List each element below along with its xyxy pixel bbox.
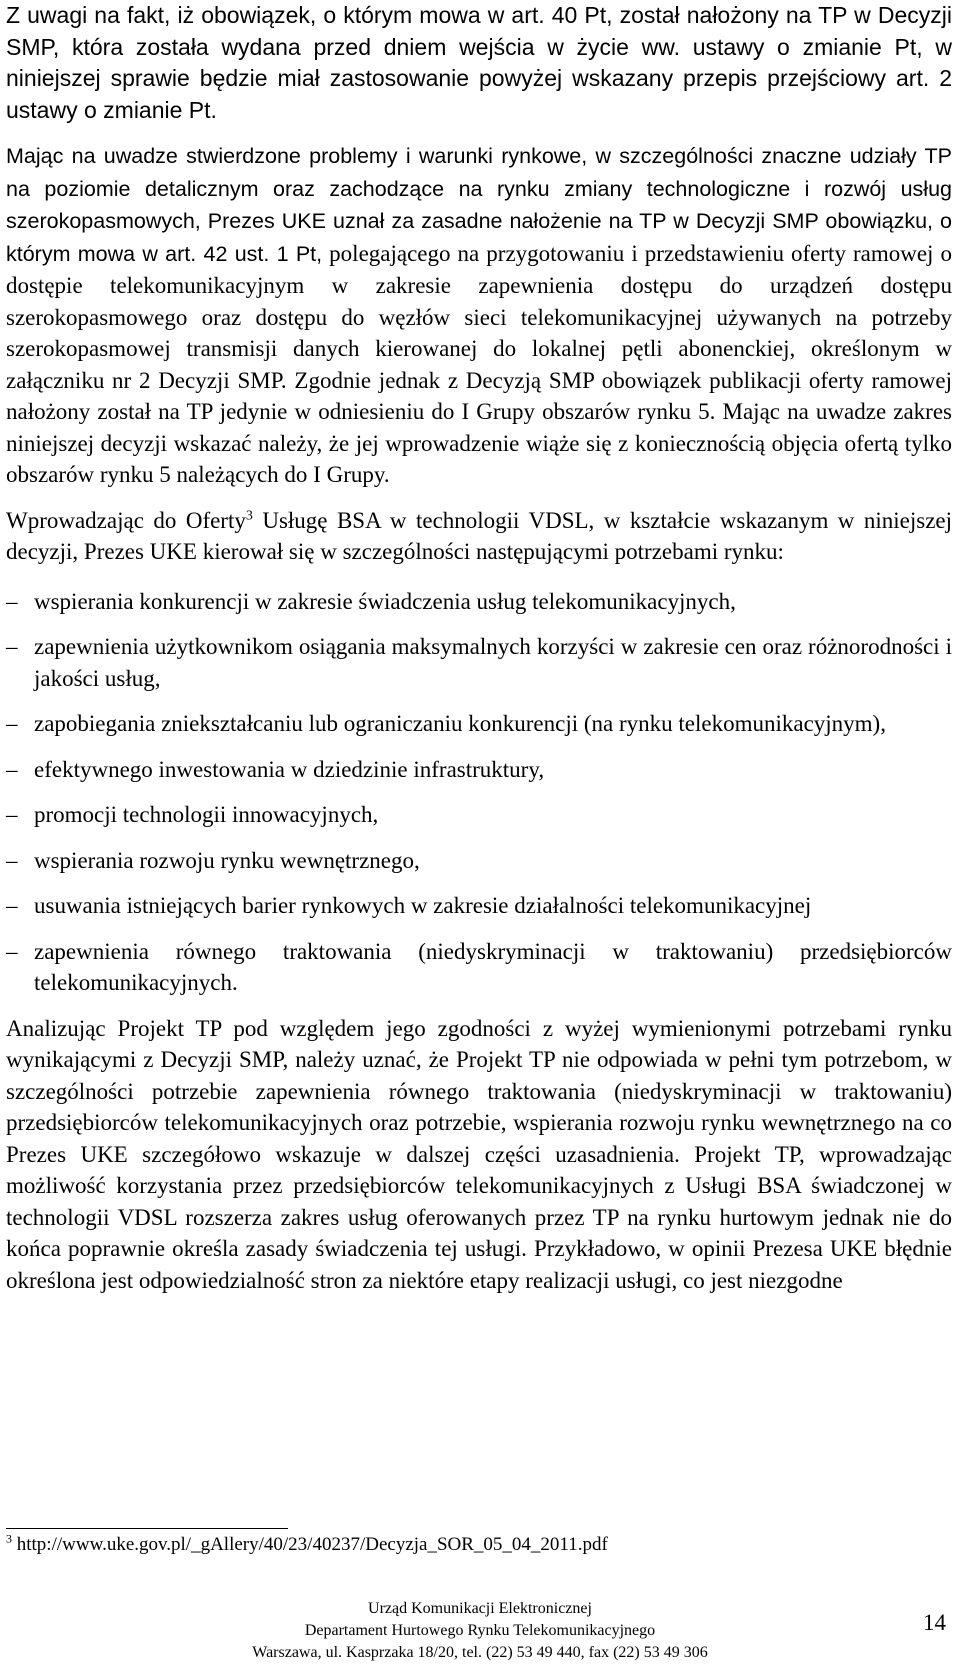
- dash-bullet: –: [6, 588, 18, 614]
- intro-text-after: Usługę BSA w technologii VDSL, w kształcie wskazanym w niniejszej decyzji, Prezes UKE kierował się w szczególności następującymi potrzebami rynku:: [6, 507, 952, 564]
- footnote-reference: 3: [245, 507, 253, 523]
- paragraph-market-needs-intro: [6, 505, 952, 568]
- list-item: [6, 708, 952, 740]
- list-item-text: wspierania konkurencji w zakresie świadczenia usług telekomunikacyjnych,: [34, 588, 736, 614]
- list-item: [6, 631, 952, 694]
- list-item: [6, 890, 952, 922]
- dash-bullet: –: [6, 802, 18, 827]
- intro-text-before: Wprowadzając do Oferty: [6, 507, 246, 533]
- dash-bullet: –: [6, 756, 18, 782]
- list-item-text: zapewnienia użytkownikom osiągania maksymalnych korzyści w zakresie cen oraz różnorodności i jakości usług,: [34, 634, 952, 691]
- list-item-text: promocji technologii innowacyjnych,: [34, 802, 379, 827]
- list-item: [6, 936, 952, 999]
- dash-bullet: –: [6, 847, 18, 873]
- page-footer: [0, 1598, 960, 1664]
- footnote: [6, 1533, 608, 1557]
- paragraph-analysis: Analizując Projekt TP pod względem jego zgodności z wyżej wymienionymi potrzebami rynku wynikającymi z Decyzji SMP, należy uznać, że Projekt TP nie odpowiada w pełni tym potrzebom, w szczególności potrzebie zapewnienia równego traktowania (niedyskryminacji w traktowaniu) przedsiębiorców telekomunikacyjnych oraz potrzebie, wspierania rozwoju rynku wewnętrznego na co Prezes UKE szczegółowo wskazuje w dalszej części uzasadnienia. Projekt TP, wprowadzając możliwość korzystania przez przedsiębiorców telekomunikacyjnych z Usługi BSA świadczonej w technologii VDSL rozszerza zakres usług oferowanych przez TP na rynku hurtowym jednak nie do końca poprawnie określa zasady świadczenia tej usługi. Przykładowo, w opinii Prezesa UKE błędnie określona jest odpowiedzialność stron za niektóre etapy realizacji usługi, co jest niezgodne: [6, 1015, 952, 1293]
- paragraph-transitional-provision: Z uwagi na fakt, iż obowiązek, o którym mowa w art. 40 Pt, został nałożony na TP w Decyzji SMP, która została wydana przed dniem wejścia w życie ww. ustawy o zmianie Pt, w niniejszej sprawie będzie miał zastosowanie powyżej wskazany przepis przejściowy art. 2 ustawy o zmianie Pt.: [6, 2, 952, 123]
- dash-bullet: –: [6, 634, 18, 659]
- dash-bullet: –: [6, 893, 18, 918]
- market-needs-list: [6, 586, 952, 999]
- paragraph-market-problems-lead: Mając na uwadze stwierdzone problemy i warunki rynkowe, w szczególności znaczne udziały TP na poziomie detalicznym oraz zachodzące na rynku zmiany technologiczne i rozwój usług szerokopasmowych, Prezes UKE uznał za zasadne nałożenie na TP w Decyzji SMP obowiązku, o którym mowa w art. 42 ust. 1 Pt,: [6, 144, 952, 266]
- dash-bullet: –: [6, 938, 18, 964]
- list-item: [6, 845, 952, 877]
- paragraph-market-problems: [6, 140, 952, 491]
- footer-department: Departament Hurtowego Rynku Telekomunikacyjnego: [304, 1622, 656, 1639]
- paragraph-market-problems-rest: polegającego na przygotowaniu i przedstawieniu oferty ramowej o dostępie telekomunikacyjnym w zakresie zapewnienia dostępu do urządzeń dostępu szerokopasmowego oraz dostępu do węzłów sieci telekomunikacyjnej używanych na potrzeby szerokopasmowej transmisji danych kierowanej do lokalnej pętli abonenckiej, określonym w załączniku nr 2 Decyzji SMP. Zgodnie jednak z Decyzją SMP obowiązek publikacji oferty ramowej nałożony został na TP jedynie w odniesieniu do I Grupy obszarów rynku 5. Mając na uwadze zakres niniejszej decyzji wskazać należy, że jej wprowadzenie wiąże się z koniecznością objęcia ofertą tylko obszarów rynku 5 należących do I Grupy.: [6, 240, 952, 487]
- footer-address: Warszawa, ul. Kasprzaka 18/20, tel. (22) 53 49 440, fax (22) 53 49 306: [252, 1644, 708, 1661]
- list-item-text: usuwania istniejących barier rynkowych w zakresie działalności telekomunikacyjnej: [34, 893, 812, 918]
- list-item: [6, 586, 952, 618]
- list-item: [6, 799, 952, 831]
- footnote-number: 3: [6, 1531, 12, 1546]
- footer-institution: Urząd Komunikacji Elektronicznej: [368, 1600, 592, 1617]
- list-item-text: wspierania rozwoju rynku wewnętrznego,: [34, 847, 420, 873]
- dash-bullet: –: [6, 711, 18, 736]
- list-item: [6, 754, 952, 786]
- list-item-text: zapewnienia równego traktowania (niedyskryminacji w traktowaniu) przedsiębiorców telekomunikacyjnych.: [34, 938, 952, 995]
- list-item-text: efektywnego inwestowania w dziedzinie infrastruktury,: [34, 756, 545, 782]
- page-number: 14: [923, 1610, 946, 1635]
- list-item-text: zapobiegania zniekształcaniu lub ograniczaniu konkurencji (na rynku telekomunikacyjnym),: [34, 711, 886, 736]
- footnote-link[interactable]: http://www.uke.gov.pl/_gAllery/40/23/40237/Decyzja_SOR_05_04_2011.pdf: [12, 1534, 608, 1555]
- footnote-divider: [6, 1528, 288, 1529]
